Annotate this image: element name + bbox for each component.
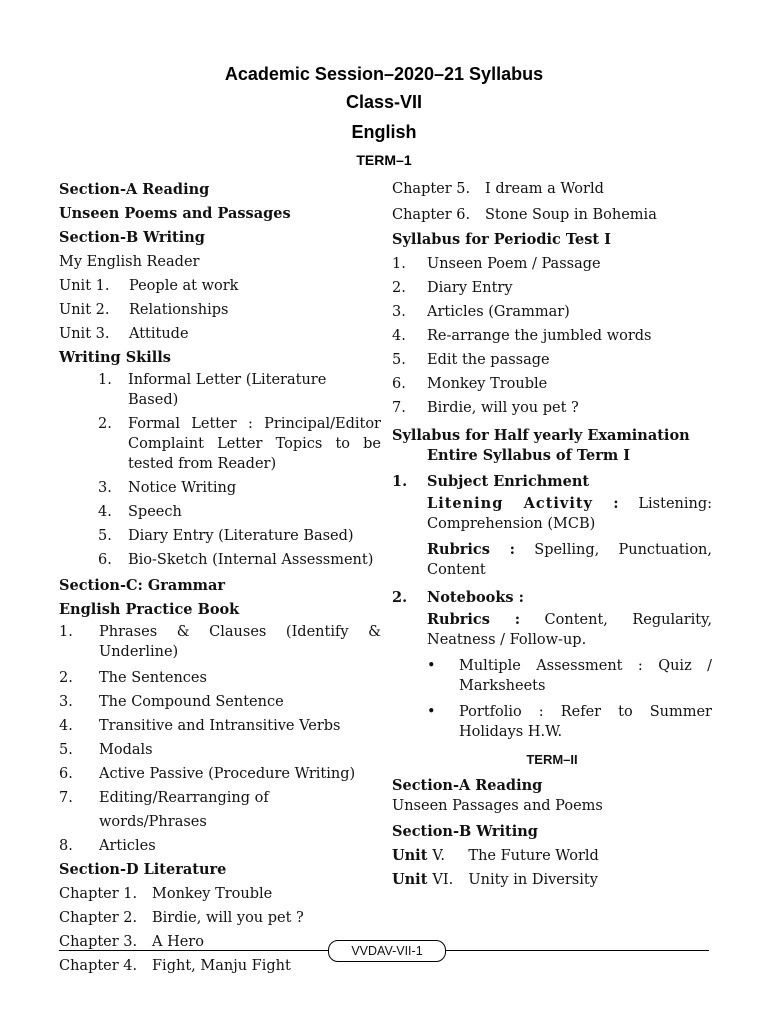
chapter-title: Birdie, will you pet ? [152,910,304,926]
reader-title: My English Reader [59,254,200,270]
subject-heading: English [351,122,417,142]
bullet-icon: • [427,658,436,674]
skill-text: Diary Entry (Literature Based) [128,528,354,544]
periodic-test-item [392,252,712,276]
unit-label: Unit [392,847,428,864]
section-d-heading: Section-D Literature [59,861,227,878]
chapter-label: Chapter 3. [59,934,138,950]
unit-title: Attitude [129,326,189,342]
periodic-test-text: Birdie, will you pet ? [427,400,579,416]
unit-title: Unity in Diversity [468,872,598,888]
notebooks-row [392,586,712,610]
bullet-text: Portfolio : Refer to Summer Holidays H.W. [459,704,712,740]
term-heading: TERM–1 [356,152,412,168]
skill-text: Informal Letter (Literature Based) [128,372,327,408]
unit-title: Relationships [129,302,229,318]
periodic-test-item [392,372,712,396]
skill-number: 4. [98,504,112,520]
writing-skills-heading: Writing Skills [59,349,171,366]
chapter-title: Fight, Manju Fight [152,958,291,974]
grammar-number: 4. [59,718,73,734]
notebooks-heading: Notebooks : [427,589,524,606]
periodic-test-item [392,396,712,420]
unit-row [59,322,381,346]
periodic-test-text: Edit the passage [427,352,550,368]
half-yearly-heading: Syllabus for Half yearly Examination [392,427,690,444]
assessment-bullet [392,656,712,696]
skill-item [59,414,381,474]
grammar-number: 8. [59,838,73,854]
periodic-test-number: 2. [392,280,406,296]
grammar-text: The Compound Sentence [99,694,284,710]
section-b-heading: Section-B Writing [59,229,205,246]
unseen-heading: Unseen Poems and Passages [59,205,291,222]
periodic-test-number: 7. [392,400,406,416]
grammar-number: 1. [59,624,73,640]
skill-item [59,478,381,498]
grammar-text: Transitive and Intransitive Verbs [99,718,341,734]
unit-title: The Future World [468,848,599,864]
chapter-title: A Hero [152,934,204,950]
periodic-test-number: 6. [392,376,406,392]
enrichment-row [392,470,712,494]
unit-label: Unit 1. [59,278,110,294]
periodic-test-text: Monkey Trouble [427,376,548,392]
rubrics-two [392,610,712,650]
rubrics-two-label: Rubrics : [427,611,521,628]
unit-label: Unit 3. [59,326,110,342]
grammar-item [59,690,381,714]
grammar-number: 5. [59,742,73,758]
chapter-label: Chapter 6. [392,207,471,223]
assessment-bullet [392,702,712,742]
chapter-title: Stone Soup in Bohemia [485,207,657,223]
grammar-item [59,834,381,858]
periodic-test-text: Unseen Poem / Passage [427,256,601,272]
term-two-unit-row [392,844,712,868]
skill-number: 5. [98,528,112,544]
rubrics-one [392,540,712,580]
listening-text: Listening: Comprehension (MCB) [427,496,713,532]
grammar-number: 7. [59,790,73,806]
skill-number: 1. [98,372,112,388]
periodic-test-number: 3. [392,304,406,320]
half-yearly-sub: Entire Syllabus of Term I [427,447,631,464]
bullet-text: Multiple Assessment : Quiz / Marksheets [459,658,712,694]
skill-item [59,502,381,522]
left-column [59,178,381,978]
term-two-heading: TERM–II [526,752,578,767]
class-heading: Class-VII [345,92,423,112]
rubrics-one-text: Spelling, Punctuation, Content [427,542,713,578]
periodic-test-number: 5. [392,352,406,368]
unit-number: VI. [432,872,454,888]
grammar-text: Active Passive (Procedure Writing) [99,766,356,782]
footer-page-code: VVDAV-VII-1 [328,940,446,962]
page-title: Academic Session–2020–21 Syllabus [224,64,544,84]
unit-label: Unit 2. [59,302,110,318]
chapter-row [392,202,712,228]
enrichment-number: 1. [392,473,408,490]
unit-row [59,274,381,298]
grammar-item [59,622,381,662]
unit-label: Unit [392,871,428,888]
grammar-item [59,738,381,762]
chapter-label: Chapter 2. [59,910,138,926]
skill-item [59,370,381,410]
listening-activity [392,494,712,534]
practice-book-heading: English Practice Book [59,601,240,618]
grammar-item [59,762,381,786]
skill-text: Notice Writing [128,480,237,496]
section-a-heading: Section-A Reading [59,181,210,198]
periodic-test-number: 4. [392,328,406,344]
periodic-test-item [392,324,712,348]
term-two-section-b: Section-B Writing [392,823,538,840]
periodic-test-number: 1. [392,256,406,272]
periodic-test-item [392,348,712,372]
skill-number: 3. [98,480,112,496]
unit-number: V. [432,848,445,864]
unit-title: People at work [129,278,239,294]
periodic-test-text: Re-arrange the jumbled words [427,328,652,344]
rubrics-two-text: Content, Regularity, Neatness / Follow-up. [427,612,712,648]
periodic-test-heading: Syllabus for Periodic Test I [392,231,611,248]
periodic-test-item [392,276,712,300]
grammar-text: Phrases & Clauses (Identify & Underline) [99,624,381,660]
notebooks-number: 2. [392,589,408,606]
chapter-row [392,176,712,202]
grammar-number: 2. [59,670,73,686]
skill-item [59,526,381,546]
term-two-section-a: Section-A Reading [392,777,543,794]
chapter-title: Monkey Trouble [152,886,273,902]
skill-item [59,550,381,570]
chapter-title: I dream a World [485,181,604,197]
rubrics-one-label: Rubrics : [427,541,515,558]
chapter-label: Chapter 5. [392,181,471,197]
skill-number: 2. [98,416,112,432]
grammar-text: Articles [99,838,156,854]
section-c-heading: Section-C: Grammar [59,577,226,594]
skill-number: 6. [98,552,112,568]
skill-text: Speech [128,504,182,520]
grammar-item [59,666,381,690]
skill-text: Formal Letter : Principal/Editor Complaint Letter Topics to be tested from Reader) [128,416,381,472]
skill-text: Bio-Sketch (Internal Assessment) [128,552,374,568]
chapter-row [59,906,381,930]
enrichment-heading: Subject Enrichment [427,473,590,490]
periodic-test-item [392,300,712,324]
chapter-label: Chapter 4. [59,958,138,974]
unit-row [59,298,381,322]
term-two-unit-row [392,868,712,892]
periodic-test-text: Diary Entry [427,280,513,296]
right-column [392,176,712,892]
periodic-test-text: Articles (Grammar) [427,304,570,320]
grammar-number: 6. [59,766,73,782]
listening-label: Litening Activity : [427,495,620,512]
grammar-item [59,786,381,834]
grammar-text: Editing/Rearranging of words/Phrases [99,790,269,830]
grammar-number: 3. [59,694,73,710]
grammar-text: Modals [99,742,153,758]
chapter-row [59,882,381,906]
grammar-item [59,714,381,738]
chapter-label: Chapter 1. [59,886,138,902]
term-two-unseen: Unseen Passages and Poems [392,798,603,814]
grammar-text: The Sentences [99,670,207,686]
bullet-icon: • [427,704,436,720]
